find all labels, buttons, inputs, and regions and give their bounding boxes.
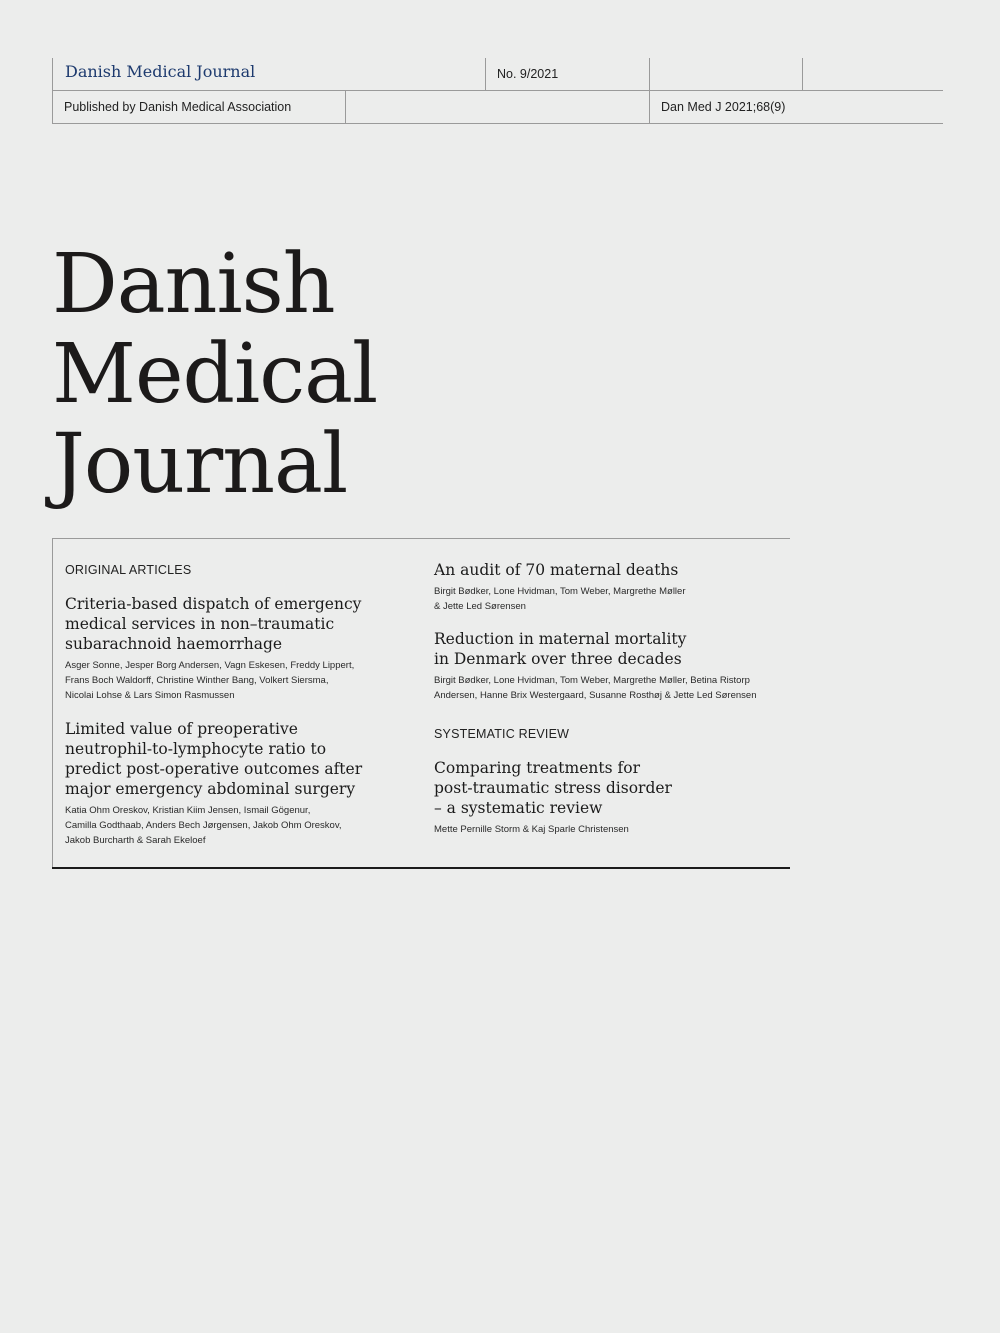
section-systematic-review: SYSTEMATIC REVIEW: [434, 727, 570, 741]
article-authors: Katia Ohm Oreskov, Kristian Kiim Jensen, Ismail Gögenur, Camilla Godthaab, Anders Bech Jørgensen, Jakob Ohm Oreskov, Jakob Burcharth & Sarah Ekeloef: [65, 805, 342, 846]
masthead-line: Medical: [52, 327, 378, 422]
toc-top-rule: [52, 538, 790, 539]
journal-name-header: Danish Medical Journal: [65, 62, 256, 81]
article-authors: Asger Sonne, Jesper Borg Andersen, Vagn Eskesen, Freddy Lippert, Frans Boch Waldorff, Christine Winther Bang, Volkert Siersma, Nicolai Lohse & Lars Simon Rasmussen: [65, 660, 355, 701]
header-col-divider: [485, 58, 486, 91]
article-title[interactable]: Comparing treatments for post-traumatic stress disorder – a systematic review: [434, 759, 672, 817]
article-title[interactable]: Criteria-based dispatch of emergency medical services in non–traumatic subarachnoid haemorrhage: [65, 595, 362, 653]
header-col-divider: [345, 91, 346, 124]
header-col-divider: [649, 58, 650, 124]
citation: Dan Med J 2021;68(9): [661, 100, 786, 114]
masthead-title: [52, 237, 378, 512]
header-bottom-rule: [52, 123, 943, 124]
article-title[interactable]: An audit of 70 maternal deaths: [434, 561, 679, 579]
header-divider: [52, 90, 943, 91]
section-original-articles: ORIGINAL ARTICLES: [65, 563, 192, 577]
masthead-line: Danish: [52, 237, 335, 332]
issue-number: No. 9/2021: [497, 67, 559, 81]
article-title[interactable]: Reduction in maternal mortality in Denmark over three decades: [434, 630, 687, 668]
header-col-divider: [802, 58, 803, 91]
article-title[interactable]: Limited value of preoperative neutrophil-to-lymphocyte ratio to predict post-operative outcomes after major emergency abdominal surgery: [65, 720, 363, 798]
article-authors: Mette Pernille Storm & Kaj Sparle Christensen: [434, 824, 629, 835]
header-left-border: [52, 58, 53, 124]
article-authors: Birgit Bødker, Lone Hvidman, Tom Weber, Margrethe Møller, Betina Ristorp Andersen, Hanne Brix Westergaard, Susanne Rosthøj & Jette Led Sørensen: [434, 675, 757, 701]
publisher: Published by Danish Medical Association: [64, 100, 292, 114]
toc-bottom-rule: [52, 867, 790, 869]
article-authors: Birgit Bødker, Lone Hvidman, Tom Weber, Margrethe Møller & Jette Led Sørensen: [434, 586, 686, 612]
masthead-line: Journal: [52, 417, 348, 512]
toc-left-border: [52, 538, 53, 868]
